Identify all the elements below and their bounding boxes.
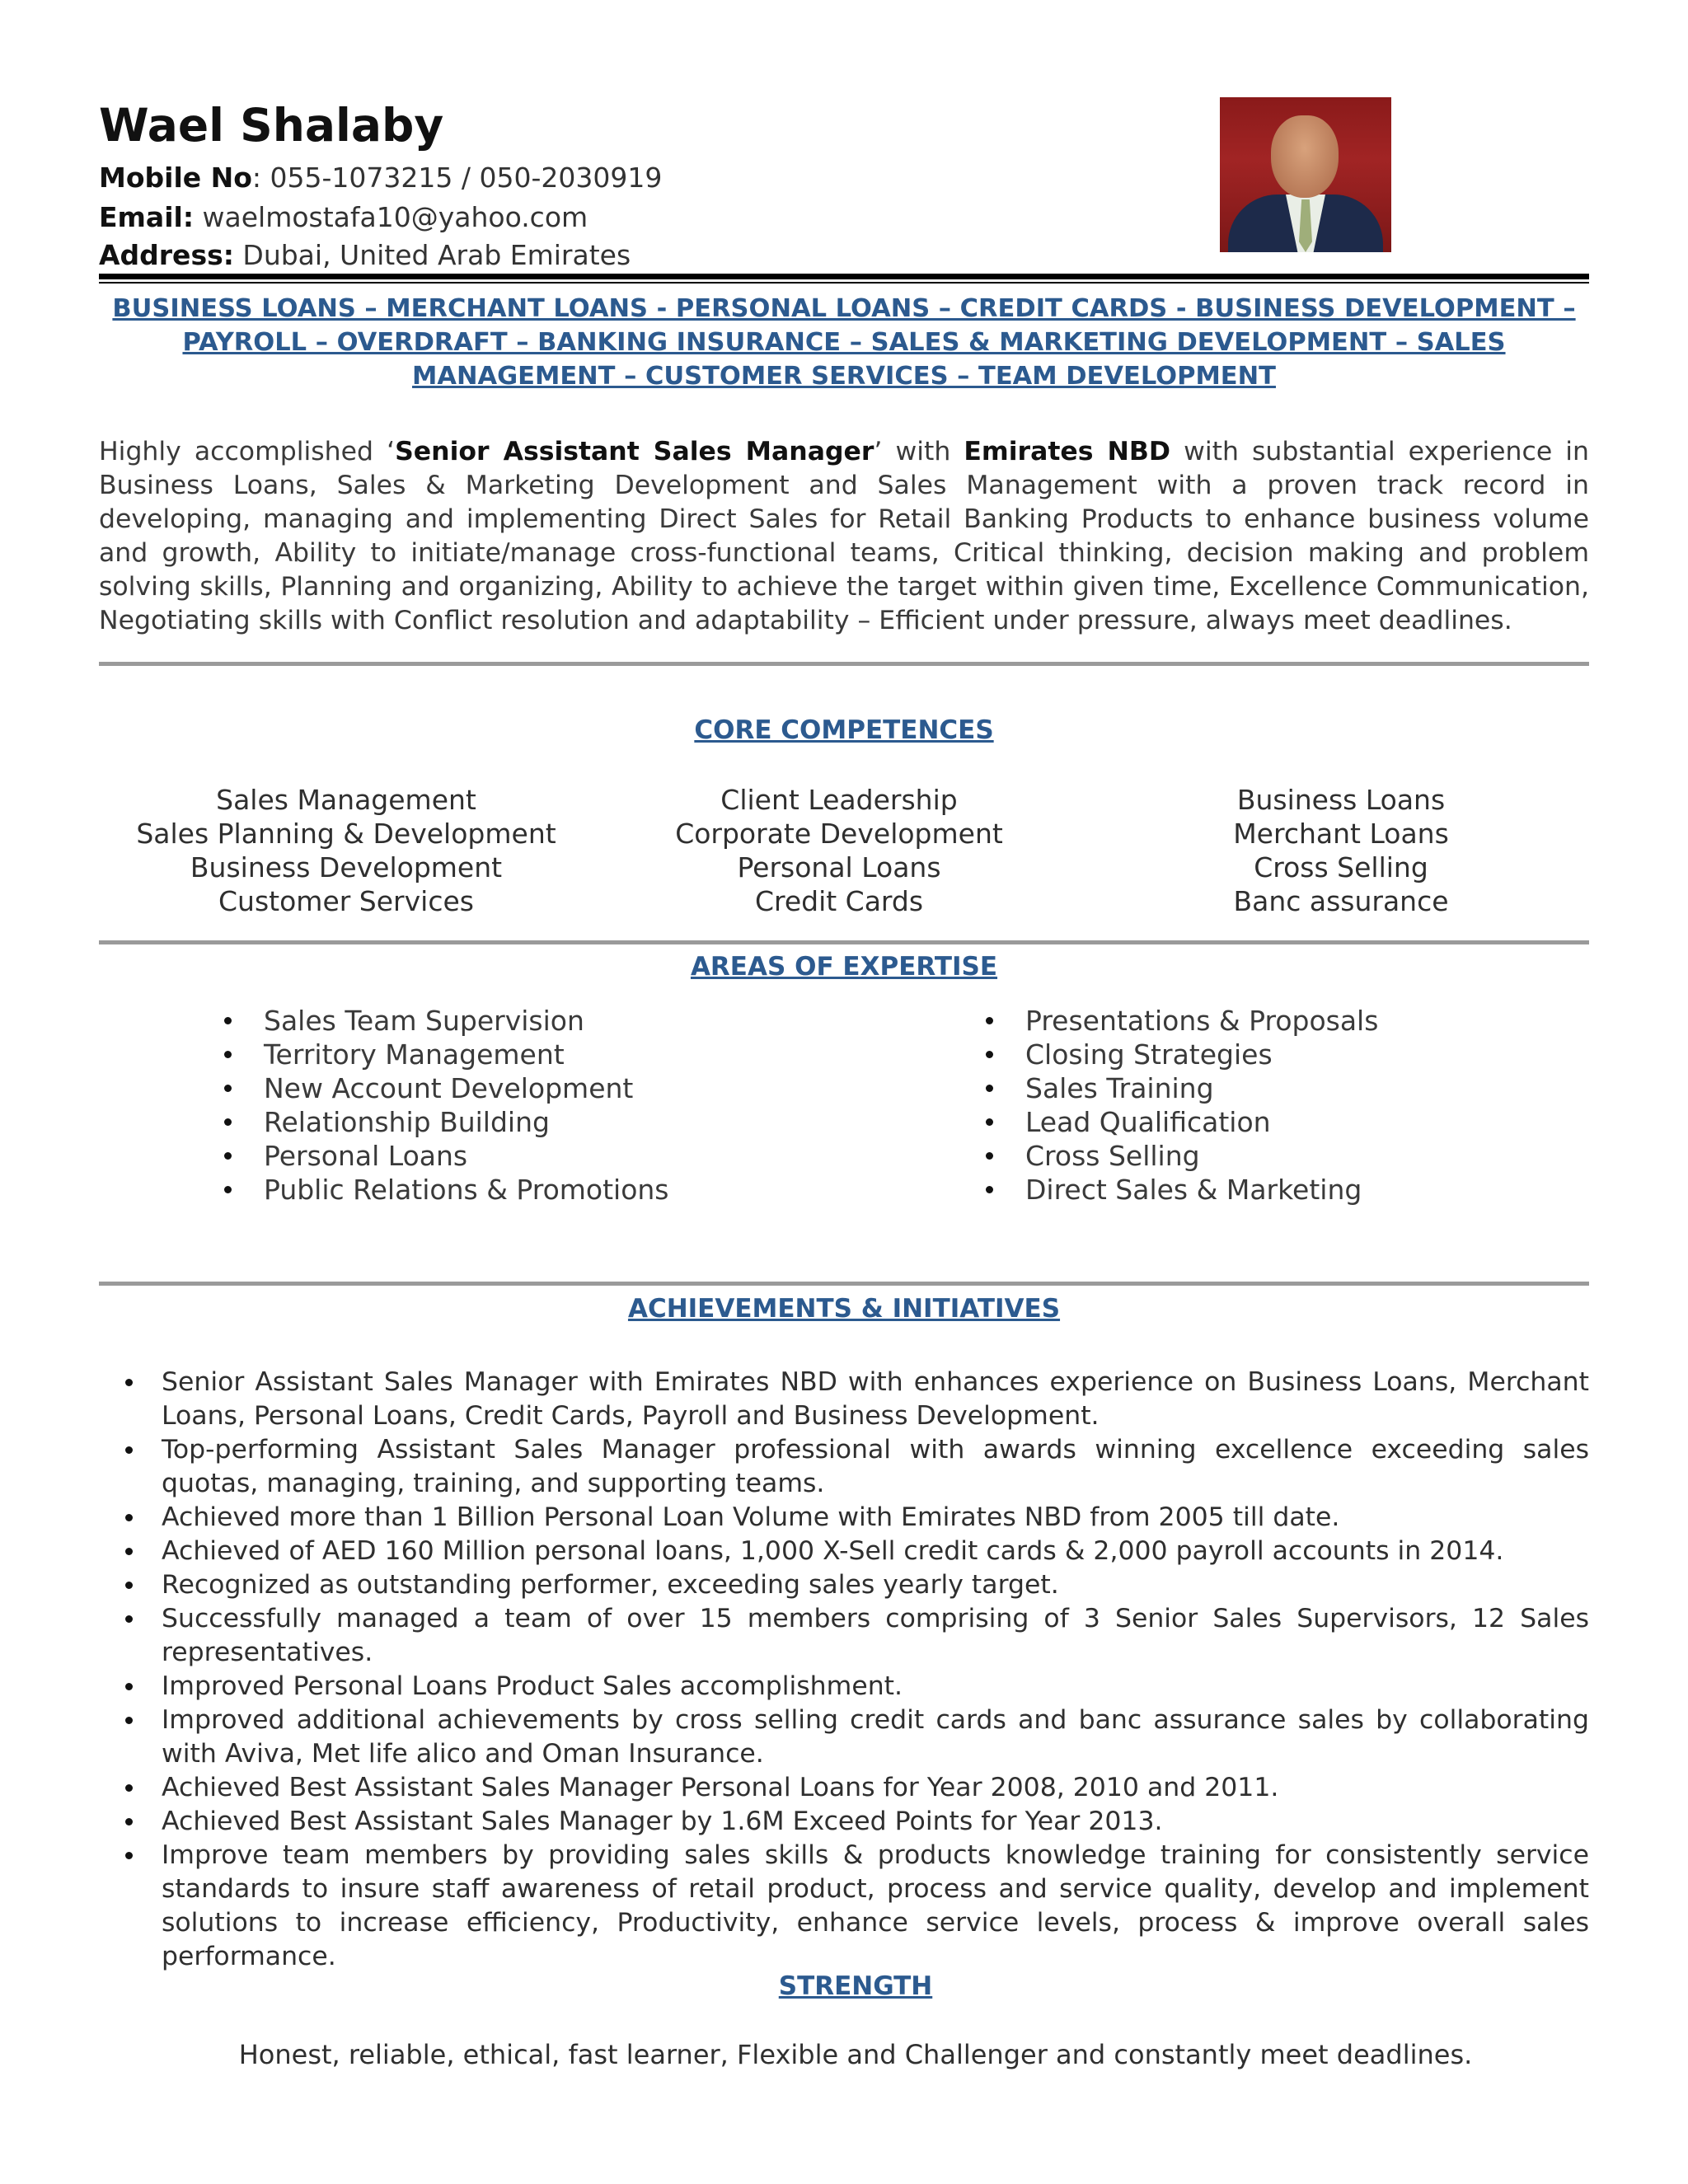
address-value: Dubai, United Arab Emirates — [233, 239, 631, 271]
expertise-item: Presentations & Proposals — [978, 1004, 1378, 1038]
achievement-item: Recognized as outstanding performer, exceeding sales yearly target. — [99, 1568, 1589, 1602]
section-divider — [99, 662, 1589, 666]
candidate-name: Wael Shalaby — [99, 99, 444, 152]
achievement-item: Improved additional achievements by cross selling credit cards and banc assurance sales by collaborating with Aviva, Met life alico and Oman Insurance. — [99, 1704, 1589, 1771]
areas-of-expertise-title: AREAS OF EXPERTISE — [690, 952, 998, 982]
expertise-item: Public Relations & Promotions — [216, 1173, 669, 1207]
competence-item: Sales Management — [216, 784, 476, 816]
strength-text: Honest, reliable, ethical, fast learner, Flexible and Challenger and constantly meet deadlines. — [238, 2039, 1473, 2070]
achievement-item: Improve team members by providing sales skills & products knowledge training for consistently service standards to insure staff awareness of retail product, process and service quality, develop and implement solutions to increase efficiency, Productivity, enhance service levels, process & improve overall sales performance. — [99, 1839, 1589, 1974]
achievement-item: Achieved Best Assistant Sales Manager Personal Loans for Year 2008, 2010 and 2011. — [99, 1771, 1589, 1805]
achievements-list — [99, 1366, 1589, 1974]
achievement-item: Improved Personal Loans Product Sales accomplishment. — [99, 1670, 1589, 1704]
summary-body: with substantial experience in Business Loans, Sales & Marketing Development and Sales Management with a proven track record in developing, managing and implementing Direct Sales for Retail Banking Products to enhance business volume and growth, Ability to initiate/manage cross-functional teams, Critical thinking, decision making and problem solving skills, Planning and organizing, Ability to achieve the target within given time, Excellence Communication, Negotiating skills with Conflict resolution and adaptability – Efficient under pressure, always meet deadlines. — [99, 437, 1590, 635]
expertise-item: Territory Management — [216, 1038, 669, 1071]
competence-item: Sales Planning & Development — [136, 818, 556, 850]
summary-connector: ’ with — [874, 437, 964, 466]
mobile-value: : 055-1073215 / 050-2030919 — [251, 162, 663, 194]
address-label: Address: — [99, 239, 234, 271]
email-value: waelmostafa10@yahoo.com — [194, 201, 588, 233]
expertise-item: Direct Sales & Marketing — [978, 1173, 1378, 1207]
mobile-line — [99, 162, 662, 194]
email-line — [99, 201, 588, 233]
competence-item: Client Leadership — [720, 784, 958, 816]
summary-intro: Highly accomplished ‘ — [99, 437, 396, 466]
achievement-item: Achieved Best Assistant Sales Manager by 1.6M Exceed Points for Year 2013. — [99, 1805, 1589, 1839]
competence-item: Cross Selling — [1254, 851, 1428, 883]
expertise-item: Relationship Building — [216, 1105, 669, 1139]
achievement-item: Achieved more than 1 Billion Personal Loan Volume with Emirates NBD from 2005 till date. — [99, 1501, 1589, 1535]
header-divider — [99, 274, 1589, 279]
email-label: Email: — [99, 201, 195, 233]
expertise-item: Personal Loans — [216, 1139, 669, 1173]
achievement-item: Senior Assistant Sales Manager with Emirates NBD with enhances experience on Business Loans, Merchant Loans, Personal Loans, Credit Cards, Payroll and Business Development. — [99, 1366, 1589, 1433]
competence-item: Merchant Loans — [1233, 818, 1449, 850]
competence-item: Business Loans — [1236, 784, 1446, 816]
competence-item: Credit Cards — [754, 885, 924, 917]
competence-item: Corporate Development — [675, 818, 1003, 850]
achievement-item: Achieved of AED 160 Million personal loans, 1,000 X-Sell credit cards & 2,000 payroll accounts in 2014. — [99, 1535, 1589, 1568]
expertise-list-left — [216, 1004, 669, 1207]
competence-item: Business Development — [190, 851, 503, 883]
achievement-item: Successfully managed a team of over 15 members comprising of 3 Senior Sales Supervisors, 12 Sales representatives. — [99, 1602, 1589, 1670]
competences-column-2 — [592, 783, 1086, 918]
competence-item: Customer Services — [218, 885, 474, 917]
competences-column-1 — [99, 783, 593, 918]
competences-column-3 — [1094, 783, 1588, 918]
expertise-list-right — [978, 1004, 1378, 1207]
core-competences-title: CORE COMPETENCES — [694, 715, 994, 745]
mobile-label: Mobile No — [99, 162, 252, 194]
achievement-item: Top-performing Assistant Sales Manager professional with awards winning excellence exceeding sales quotas, managing, training, and supporting teams. — [99, 1433, 1589, 1501]
address-line — [99, 239, 631, 271]
achievements-title: ACHIEVEMENTS & INITIATIVES — [627, 1294, 1061, 1324]
section-divider — [99, 1282, 1589, 1286]
expertise-item: Closing Strategies — [978, 1038, 1378, 1071]
section-divider — [99, 940, 1589, 944]
summary-company: Emirates NBD — [964, 437, 1171, 466]
keywords-banner: BUSINESS LOANS – MERCHANT LOANS - PERSONAL LOANS – CREDIT CARDS - BUSINESS DEVELOPMENT – PAYROLL – OVERDRAFT – BANKING INSURANCE – SALES & MARKETING DEVELOPMENT – SALES MANAGEMENT – CUSTOMER SERVICES – TEAM DEVELOPMENT — [112, 294, 1576, 391]
header-divider-thin — [99, 282, 1589, 284]
expertise-item: New Account Development — [216, 1071, 669, 1105]
expertise-item: Sales Team Supervision — [216, 1004, 669, 1038]
expertise-item: Cross Selling — [978, 1139, 1378, 1173]
competence-item: Personal Loans — [737, 851, 941, 883]
photo-head — [1271, 115, 1339, 198]
professional-summary — [99, 435, 1589, 638]
expertise-item: Sales Training — [978, 1071, 1378, 1105]
profile-photo — [1220, 97, 1391, 252]
strength-title: STRENGTH — [778, 1971, 933, 2001]
competence-item: Banc assurance — [1233, 885, 1449, 917]
expertise-item: Lead Qualification — [978, 1105, 1378, 1139]
summary-role: Senior Assistant Sales Manager — [395, 437, 874, 466]
